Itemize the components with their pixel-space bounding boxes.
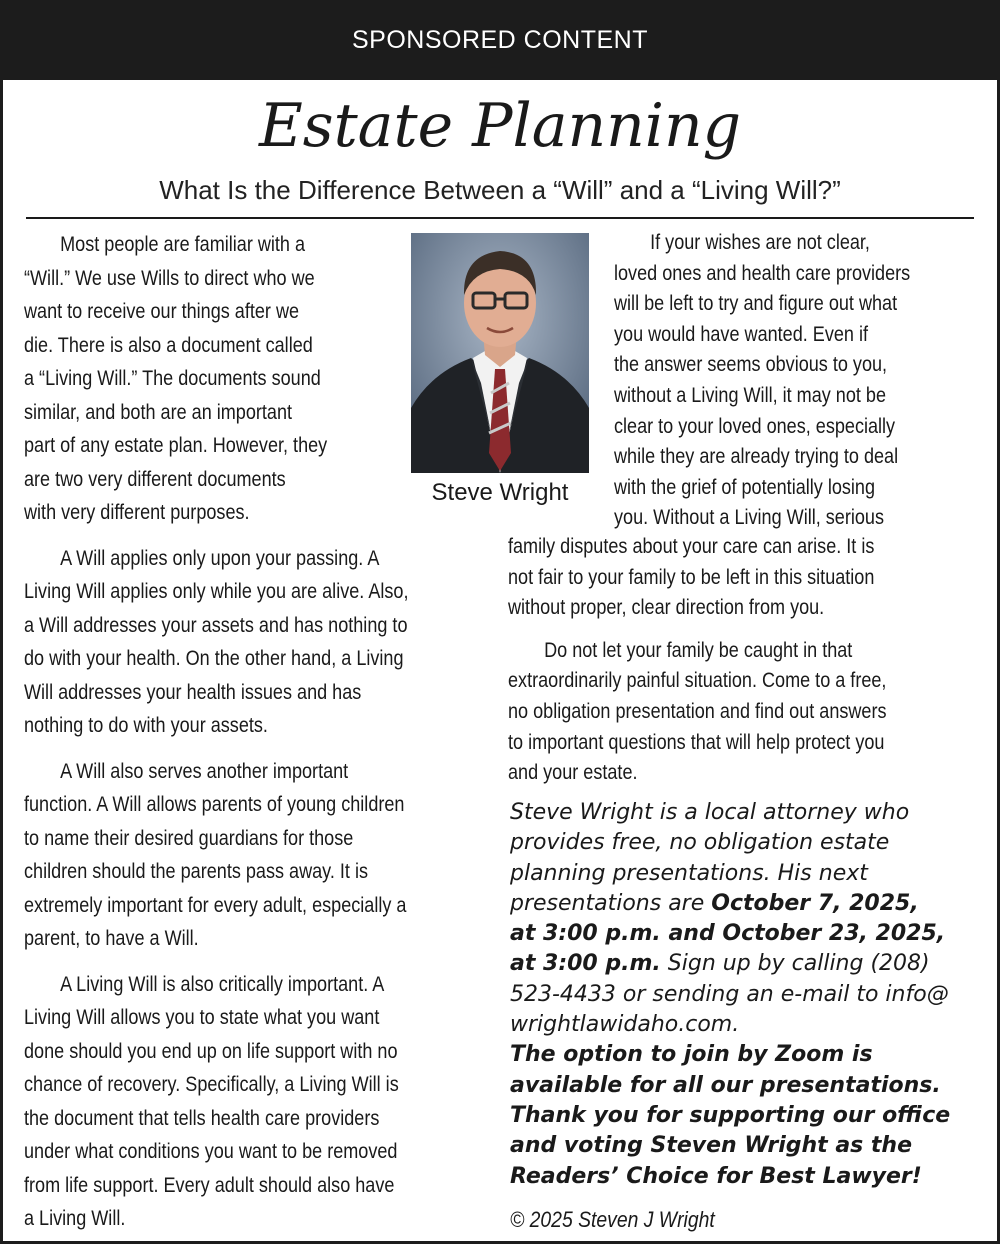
promo-line xyxy=(510,949,980,979)
promo-line: provides free, no obligation estate xyxy=(510,830,890,856)
promo-bold-line xyxy=(510,1131,980,1161)
body-line: children should the parents pass away. It is xyxy=(24,860,368,883)
promo-date: at 3:00 p.m. xyxy=(510,951,661,977)
body-line: family disputes about your care can arise. It is xyxy=(508,535,875,558)
body-line: and your estate. xyxy=(508,761,638,785)
promo-line: wrightlawidaho.com. xyxy=(510,1012,740,1038)
author-photo xyxy=(411,233,589,473)
promo-bold-line xyxy=(510,1101,980,1131)
page-title: Estate Planning xyxy=(258,91,742,161)
promo-bold-line xyxy=(510,1040,980,1070)
right-column-top xyxy=(614,228,967,534)
body-line: extremely important for every adult, especially a xyxy=(24,893,407,917)
promo-line xyxy=(510,919,980,949)
body-line: without proper, clear direction from you. xyxy=(508,596,825,620)
promo-bold-text: The option to join by Zoom is xyxy=(510,1042,873,1068)
body-line: under what conditions you want to be removed xyxy=(24,1140,398,1163)
body-line: parent, to have a Will. xyxy=(24,927,199,950)
promo-bold-text: Thank you for supporting our office xyxy=(510,1102,951,1128)
promo-line: planning presentations. His next xyxy=(510,860,868,886)
body-line: with the grief of potentially losing xyxy=(614,475,876,499)
promo-bold-line xyxy=(510,1162,980,1192)
body-line: no obligation presentation and find out answers xyxy=(508,699,887,723)
body-line: nothing to do with your assets. xyxy=(24,714,268,737)
body-line: not fair to your family to be left in this situation xyxy=(508,565,875,589)
body-line: you. Without a Living Will, serious xyxy=(614,506,885,530)
body-line: to important questions that will help protect you xyxy=(508,730,885,754)
body-line: If your wishes are not clear, xyxy=(650,231,870,254)
body-line: do with your health. On the other hand, a Living xyxy=(24,647,404,670)
body-line: Living Will allows you to state what you want xyxy=(24,1006,380,1029)
promo-line: 523-4433 or sending an e-mail to info@ xyxy=(510,981,949,1007)
body-line: extraordinarily painful situation. Come to a free, xyxy=(508,669,887,693)
body-line: you would have wanted. Even if xyxy=(614,322,869,346)
photo-caption: Steve Wright xyxy=(431,479,569,506)
promo-text: Sign up by calling (208) xyxy=(660,951,930,977)
body-line: A Will applies only upon your passing. A xyxy=(60,546,380,570)
body-paragraph xyxy=(24,968,506,1236)
body-line: without a Living Will, it may not be xyxy=(614,383,887,407)
promo-line: Steve Wright is a local attorney who xyxy=(510,800,910,825)
title-divider xyxy=(26,217,974,219)
body-line: “Will.” We use Wills to direct who we xyxy=(24,266,315,290)
promo-text: presentations are xyxy=(510,890,712,916)
promo-bold-text: available for all our presentations. xyxy=(510,1072,941,1098)
body-line: the document that tells health care providers xyxy=(24,1106,380,1130)
body-line: A Will also serves another important xyxy=(60,759,349,783)
body-line: Will addresses your health issues and has xyxy=(24,680,362,704)
promo-line xyxy=(510,889,980,919)
body-paragraph xyxy=(614,228,967,534)
body-line: will be left to try and figure out what xyxy=(614,292,898,316)
body-line: loved ones and health care providers xyxy=(614,261,911,285)
promo-bold-line xyxy=(510,1071,980,1101)
body-line: clear to your loved ones, especially xyxy=(614,414,896,438)
body-line: to name their desired guardians for those xyxy=(24,826,354,850)
sponsored-banner: SPONSORED CONTENT xyxy=(0,0,1000,80)
body-paragraph xyxy=(24,542,506,743)
promo-date: at 3:00 p.m. and October 23, 2025, xyxy=(510,921,946,947)
body-paragraph xyxy=(24,755,506,956)
body-paragraph xyxy=(508,636,972,789)
promo-block xyxy=(510,798,980,1192)
body-line: while they are already trying to deal xyxy=(614,445,899,469)
body-line: a “Living Will.” The documents sound xyxy=(24,367,321,390)
body-line: die. There is also a document called xyxy=(24,333,313,357)
body-line: are two very different documents xyxy=(24,467,286,491)
body-line: a Living Will. xyxy=(24,1207,126,1230)
body-line: done should you end up on life support with no xyxy=(24,1039,398,1063)
body-line: the answer seems obvious to you, xyxy=(614,353,888,377)
body-line: a Will addresses your assets and has nothing to xyxy=(24,613,408,637)
body-paragraph xyxy=(508,532,972,624)
promo-bold-text: and voting Steven Wright as the xyxy=(510,1133,913,1159)
body-line: similar, and both are an important xyxy=(24,400,293,424)
body-line: with very different purposes. xyxy=(24,501,250,524)
body-line: Living Will applies only while you are alive. Also, xyxy=(24,580,409,603)
body-line: Do not let your family be caught in that xyxy=(544,638,853,662)
copyright-notice: © 2025 Steven J Wright xyxy=(510,1207,715,1232)
body-line: want to receive our things after we xyxy=(24,300,300,323)
body-line: chance of recovery. Specifically, a Living Will is xyxy=(24,1073,399,1096)
body-line: from life support. Every adult should also have xyxy=(24,1173,395,1197)
portrait-image xyxy=(411,233,589,473)
page-subtitle: What Is the Difference Between a “Will” and a “Living Will?” xyxy=(159,175,841,205)
body-line: Most people are familiar with a xyxy=(60,233,306,256)
body-line: A Living Will is also critically important. A xyxy=(60,972,385,996)
right-column-bottom xyxy=(508,532,972,789)
body-line: function. A Will allows parents of young children xyxy=(24,793,405,816)
promo-date: October 7, 2025, xyxy=(711,890,919,916)
body-line: part of any estate plan. However, they xyxy=(24,434,328,457)
promo-bold-text: Readers’ Choice for Best Lawyer! xyxy=(510,1163,922,1189)
